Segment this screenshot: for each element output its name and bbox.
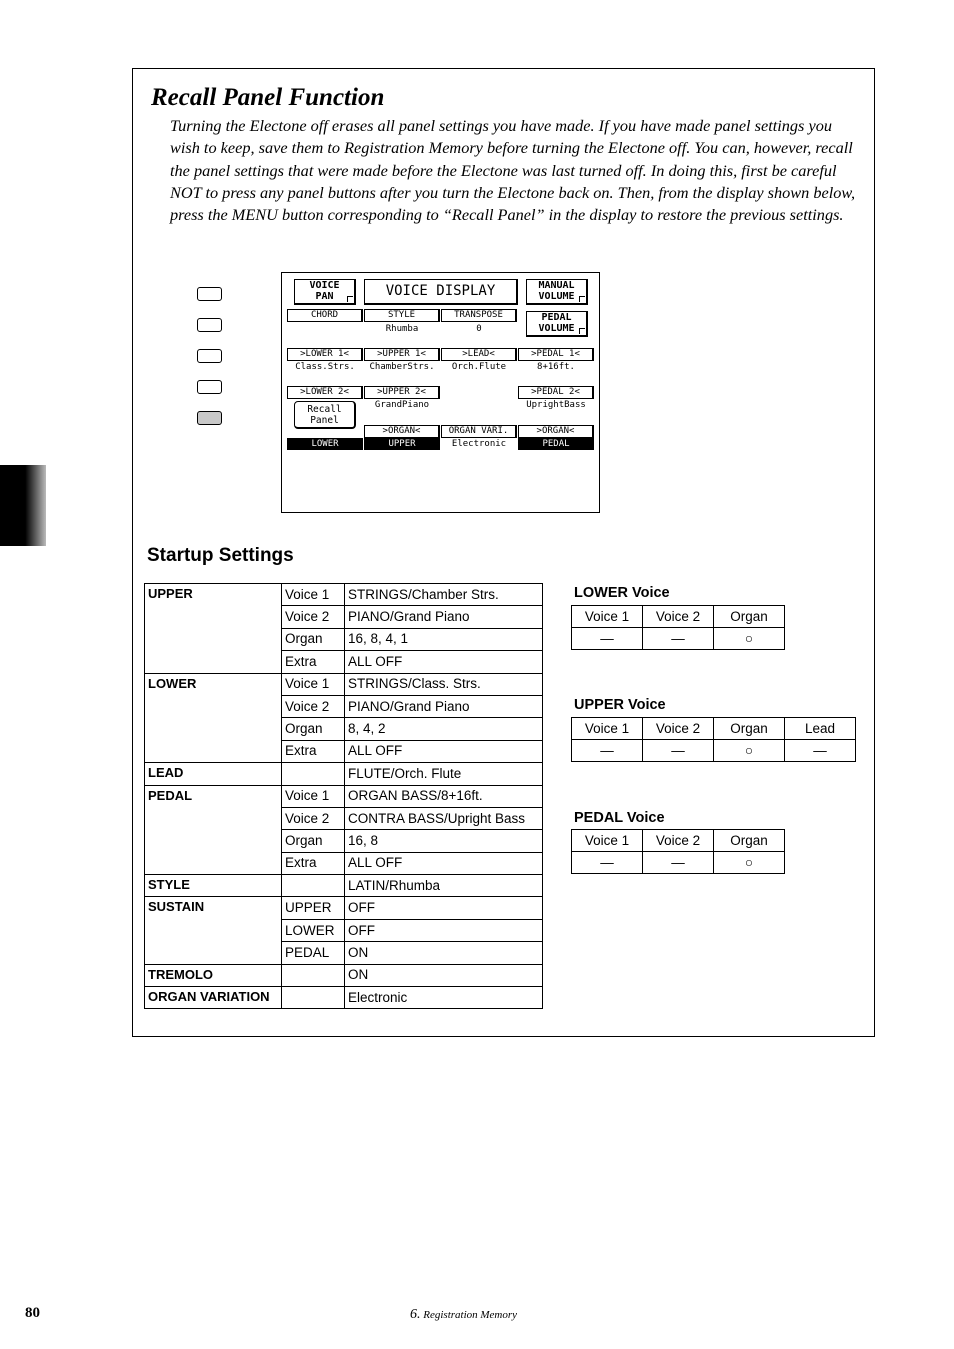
table-row bbox=[145, 897, 543, 919]
table-row bbox=[145, 964, 543, 986]
value-cell: ○ bbox=[714, 740, 785, 762]
menu-button-2[interactable] bbox=[197, 318, 222, 332]
sub-cell: Voice 1 bbox=[282, 785, 345, 807]
voice-display-title: VOICE DISPLAY bbox=[364, 279, 518, 305]
organ-variation-label[interactable]: ORGAN VARI. bbox=[441, 425, 517, 438]
value-cell: ON bbox=[345, 942, 543, 964]
value-cell: 8, 4, 2 bbox=[345, 718, 543, 740]
upper1-label[interactable]: >UPPER 1< bbox=[364, 348, 440, 361]
table-row bbox=[572, 740, 856, 762]
corner-mark-icon bbox=[347, 296, 353, 302]
sub-cell: PEDAL bbox=[282, 942, 345, 964]
sub-cell: Organ bbox=[282, 830, 345, 852]
value-cell: — bbox=[572, 628, 643, 650]
recall-panel-button[interactable] bbox=[294, 401, 356, 429]
category-cell: STYLE bbox=[145, 875, 282, 897]
upper2-value: GrandPiano bbox=[374, 400, 430, 410]
upper1-value: ChamberStrs. bbox=[369, 362, 435, 372]
lower1-label[interactable]: >LOWER 1< bbox=[287, 348, 363, 361]
voice-pan-line1: VOICE bbox=[309, 280, 340, 291]
sub-cell: Organ bbox=[282, 628, 345, 650]
startup-settings-table bbox=[144, 583, 543, 1009]
transpose-label[interactable]: TRANSPOSE bbox=[441, 309, 517, 322]
manual-volume-line2: VOLUME bbox=[538, 291, 575, 302]
organ-upper-value: UPPER bbox=[364, 438, 440, 450]
lead-value: Orch.Flute bbox=[451, 362, 507, 372]
chapter-footer bbox=[410, 1307, 517, 1323]
organ-variation-value: Electronic bbox=[451, 439, 507, 449]
intro-paragraph: Turning the Electone off erases all panel settings you have made. If you have made panel settings you wish to keep, save them to Registration Memory before turning the Electone off. You can, however, recall the panel settings that were made before the Electone was last turned off. In doing this, first be careful NOT to press any panel buttons after you turn the Electone back on. Then, from the display shown below, press the MENU button corresponding to “Recall Panel” in the display to restore the previous settings. bbox=[170, 116, 856, 225]
menu-button-1[interactable] bbox=[197, 287, 222, 301]
sub-cell: Voice 2 bbox=[282, 606, 345, 628]
organ-upper-label[interactable]: >ORGAN< bbox=[364, 425, 440, 438]
value-cell: Electronic bbox=[345, 987, 543, 1009]
category-cell: PEDAL bbox=[145, 785, 282, 875]
upper-voice-table bbox=[571, 717, 856, 762]
page-title: Recall Panel Function bbox=[151, 84, 385, 111]
chapter-number: 6. bbox=[410, 1307, 421, 1322]
page-number: 80 bbox=[25, 1305, 40, 1321]
lower-voice-title: LOWER Voice bbox=[574, 585, 670, 601]
sub-cell: Voice 1 bbox=[282, 673, 345, 695]
sub-cell: Voice 1 bbox=[282, 584, 345, 606]
sub-cell bbox=[282, 987, 345, 1009]
menu-button-3[interactable] bbox=[197, 349, 222, 363]
value-cell: — bbox=[643, 628, 714, 650]
value-cell: OFF bbox=[345, 897, 543, 919]
lower2-label[interactable]: >LOWER 2< bbox=[287, 386, 363, 399]
header-cell: Organ bbox=[714, 718, 785, 740]
category-cell: LOWER bbox=[145, 673, 282, 763]
sub-cell: Voice 2 bbox=[282, 695, 345, 717]
value-cell: CONTRA BASS/Upright Bass bbox=[345, 807, 543, 829]
transpose-value: 0 bbox=[476, 324, 482, 334]
pedal2-label[interactable]: >PEDAL 2< bbox=[518, 386, 594, 399]
organ-pedal-label[interactable]: >ORGAN< bbox=[518, 425, 594, 438]
menu-button-5-recall[interactable] bbox=[197, 411, 222, 425]
value-cell: — bbox=[785, 740, 856, 762]
table-row bbox=[572, 852, 785, 874]
startup-settings-heading: Startup Settings bbox=[147, 545, 294, 566]
organ-pedal-value: PEDAL bbox=[518, 438, 594, 450]
value-cell: ○ bbox=[714, 852, 785, 874]
voice-pan-box[interactable] bbox=[294, 279, 356, 305]
chapter-title: Registration Memory bbox=[423, 1309, 518, 1321]
header-cell: Voice 2 bbox=[643, 718, 714, 740]
category-cell: LEAD bbox=[145, 763, 282, 785]
style-value: Rhumba bbox=[385, 324, 419, 334]
value-cell: STRINGS/Class. Strs. bbox=[345, 673, 543, 695]
pedal-voice-table bbox=[571, 829, 785, 874]
table-row bbox=[145, 987, 543, 1009]
value-cell: STRINGS/Chamber Strs. bbox=[345, 584, 543, 606]
value-cell: OFF bbox=[345, 919, 543, 941]
table-row bbox=[572, 628, 785, 650]
upper-voice-title: UPPER Voice bbox=[574, 697, 666, 713]
header-cell: Voice 1 bbox=[572, 830, 643, 852]
recall-line1: Recall bbox=[307, 404, 342, 415]
value-cell: — bbox=[643, 740, 714, 762]
pedal1-value: 8+16ft. bbox=[537, 362, 575, 372]
value-cell: — bbox=[643, 852, 714, 874]
pedal-volume-line1: PEDAL bbox=[541, 312, 572, 323]
sub-cell: UPPER bbox=[282, 897, 345, 919]
section-tab bbox=[0, 465, 46, 546]
style-label[interactable]: STYLE bbox=[364, 309, 440, 322]
sub-cell: Extra bbox=[282, 740, 345, 762]
voice-display-screen bbox=[281, 272, 600, 513]
value-cell: PIANO/Grand Piano bbox=[345, 695, 543, 717]
table-row bbox=[572, 718, 856, 740]
recall-line2: Panel bbox=[310, 415, 339, 426]
sub-cell: Voice 2 bbox=[282, 807, 345, 829]
table-row bbox=[145, 673, 543, 695]
menu-button-4[interactable] bbox=[197, 380, 222, 394]
header-cell: Organ bbox=[714, 830, 785, 852]
corner-mark-icon bbox=[579, 328, 585, 334]
category-cell: UPPER bbox=[145, 584, 282, 674]
organ-lower-value: LOWER bbox=[287, 438, 363, 450]
chord-label[interactable]: CHORD bbox=[287, 309, 363, 322]
sub-cell: Organ bbox=[282, 718, 345, 740]
sub-cell: Extra bbox=[282, 852, 345, 874]
value-cell: ORGAN BASS/8+16ft. bbox=[345, 785, 543, 807]
lower-voice-table bbox=[571, 605, 785, 650]
table-row bbox=[145, 875, 543, 897]
pedal2-value: UprightBass bbox=[526, 400, 586, 410]
pedal-volume-line2: VOLUME bbox=[538, 323, 575, 334]
value-cell: 16, 8 bbox=[345, 830, 543, 852]
pedal1-label[interactable]: >PEDAL 1< bbox=[518, 348, 594, 361]
lower1-value: Class.Strs. bbox=[295, 362, 355, 372]
value-cell: 16, 8, 4, 1 bbox=[345, 628, 543, 650]
value-cell: ALL OFF bbox=[345, 651, 543, 673]
pedal-volume-box[interactable] bbox=[526, 311, 588, 337]
header-cell: Voice 1 bbox=[572, 606, 643, 628]
value-cell: PIANO/Grand Piano bbox=[345, 606, 543, 628]
header-cell: Voice 1 bbox=[572, 718, 643, 740]
value-cell: LATIN/Rhumba bbox=[345, 875, 543, 897]
category-cell: SUSTAIN bbox=[145, 897, 282, 964]
table-row bbox=[145, 785, 543, 807]
value-cell: FLUTE/Orch. Flute bbox=[345, 763, 543, 785]
table-row bbox=[572, 830, 785, 852]
value-cell: — bbox=[572, 740, 643, 762]
category-cell: TREMOLO bbox=[145, 964, 282, 986]
category-cell: ORGAN VARIATION bbox=[145, 987, 282, 1009]
header-cell: Organ bbox=[714, 606, 785, 628]
corner-mark-icon bbox=[579, 296, 585, 302]
header-cell: Voice 2 bbox=[643, 606, 714, 628]
manual-volume-box[interactable] bbox=[526, 279, 588, 305]
value-cell: ○ bbox=[714, 628, 785, 650]
voice-pan-line2: PAN bbox=[315, 291, 334, 302]
sub-cell: Extra bbox=[282, 651, 345, 673]
value-cell: ON bbox=[345, 964, 543, 986]
sub-cell bbox=[282, 875, 345, 897]
header-cell: Lead bbox=[785, 718, 856, 740]
table-row bbox=[572, 606, 785, 628]
table-row bbox=[145, 763, 543, 785]
table-row bbox=[145, 584, 543, 606]
upper2-label[interactable]: >UPPER 2< bbox=[364, 386, 440, 399]
pedal-voice-title: PEDAL Voice bbox=[574, 810, 665, 826]
value-cell: ALL OFF bbox=[345, 852, 543, 874]
sub-cell: LOWER bbox=[282, 919, 345, 941]
value-cell: — bbox=[572, 852, 643, 874]
header-cell: Voice 2 bbox=[643, 830, 714, 852]
manual-volume-line1: MANUAL bbox=[538, 280, 575, 291]
sub-cell bbox=[282, 964, 345, 986]
sub-cell bbox=[282, 763, 345, 785]
lead-label[interactable]: >LEAD< bbox=[441, 348, 517, 361]
value-cell: ALL OFF bbox=[345, 740, 543, 762]
